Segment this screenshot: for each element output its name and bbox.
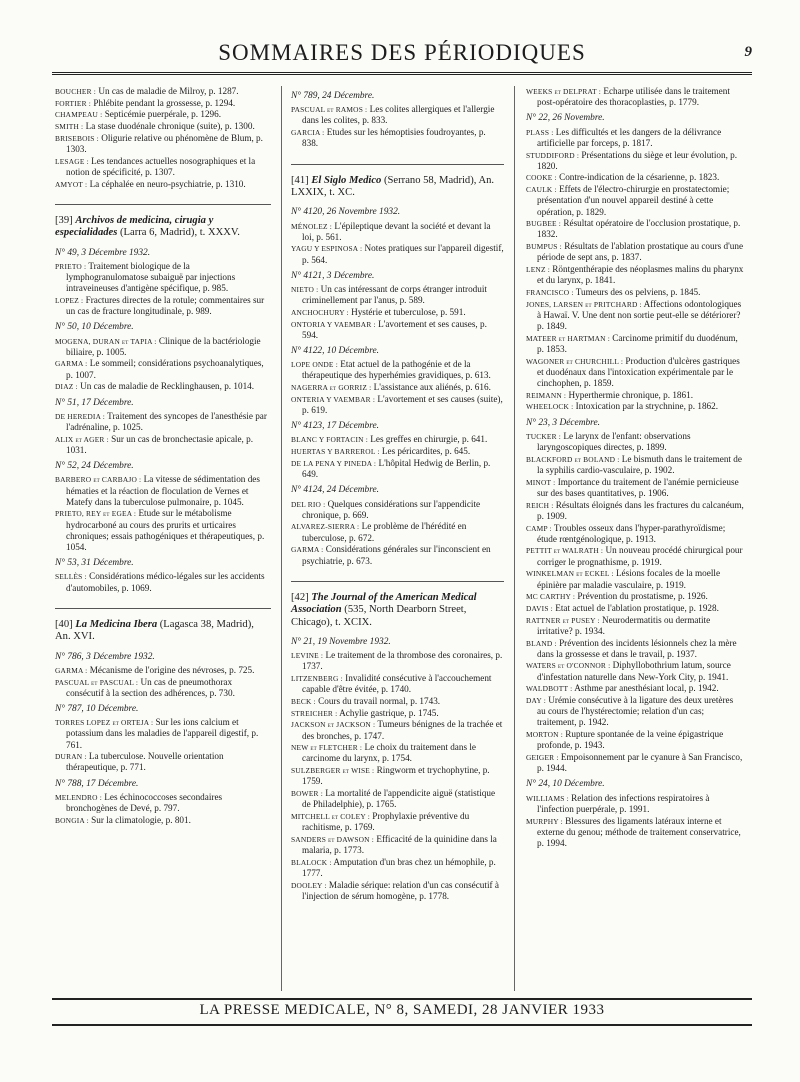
article-author: DAVIS : <box>526 603 553 613</box>
article-entry <box>291 221 504 243</box>
article-author: MC CARTHY : <box>526 592 576 602</box>
article-entry <box>526 150 744 172</box>
article-author: FRANCISCO : <box>526 287 574 297</box>
article-author: DAY : <box>526 696 546 706</box>
article-author: PRIETO, REY et EGEA : <box>55 509 137 519</box>
article-author: BUMPUS : <box>526 242 562 252</box>
article-entry <box>526 431 744 453</box>
article-entry <box>526 816 744 850</box>
article-author: HUERTAS Y BARREROL : <box>291 447 380 457</box>
article-entry <box>55 121 271 132</box>
article-entry <box>526 615 744 637</box>
article-title: Maladie sérique: relation d'un cas consécutif à l'injection de sérum homogène, p. 1778. <box>302 879 499 901</box>
article-title: Amputation d'un bras chez un hémophile, p. 1777. <box>302 856 496 878</box>
article-title: Contre-indication de la césarienne, p. 1823. <box>559 172 720 183</box>
journal-heading <box>291 164 504 200</box>
article-entry <box>526 545 744 567</box>
journal-number: [39] <box>55 214 73 226</box>
journal-address: (Lagasca 38, Madrid), An. XVI. <box>55 618 254 643</box>
article-entry <box>526 729 744 751</box>
article-entry <box>526 218 744 240</box>
article-author: DEL RIO : <box>291 499 326 509</box>
article-title: Urémie consécutive à la ligature des deux uretères au cours de l'hystérectomie; relation d'un cas; traitement, p. 1942. <box>537 695 734 728</box>
issue-date: N° 786, 3 Décembre 1932. <box>55 651 155 662</box>
article-title: Traitement des syncopes de l'anesthésie par l'adrénaline, p. 1025. <box>66 410 267 432</box>
article-entry <box>291 359 504 381</box>
article-author: ALIX et AGER : <box>55 434 109 444</box>
article-entry <box>526 401 744 412</box>
article-title: Le sommeil; considérations psychoanalytiques, p. 1007. <box>66 358 264 380</box>
column-middle <box>291 86 504 903</box>
article-author: GEIGER : <box>526 753 559 763</box>
article-entry <box>55 381 271 392</box>
article-author: BRISEBOIS : <box>55 133 99 143</box>
article-author: BONGIA : <box>55 815 89 825</box>
article-entry <box>291 788 504 810</box>
article-author: RATTNER et PUSEY : <box>526 615 600 625</box>
article-entry <box>526 603 744 614</box>
article-title: Relation des infections respiratoires à l'infection puerpérale, p. 1991. <box>537 792 710 814</box>
article-entry <box>55 261 271 295</box>
column-left <box>55 86 271 826</box>
article-title: Diphyllobothrium latum, source d'infestation naturelle dans New-York City, p. 1941. <box>537 660 731 682</box>
issue-date: N° 4120, 26 Novembre 1932. <box>291 207 401 218</box>
article-author: DE LA PENA Y PINEDA : <box>291 458 377 468</box>
article-author: PLASS : <box>526 127 554 137</box>
article-author: GARCIA : <box>291 128 325 138</box>
article-title: Rupture spontanée de la veine épigastrique profonde, p. 1943. <box>537 729 724 751</box>
article-entry <box>291 765 504 787</box>
article-entry <box>526 356 744 390</box>
article-entry <box>55 665 271 676</box>
article-author: SANDERS et DAWSON : <box>291 834 375 844</box>
article-title: Les tendances actuelles nosographiques et la notion de spécificité, p. 1307. <box>66 155 256 177</box>
article-entry <box>291 696 504 707</box>
article-entry <box>291 104 504 126</box>
article-entry <box>526 683 744 694</box>
article-title: La céphalée en neuro-psychiatrie, p. 1310. <box>89 178 246 189</box>
article-title: L'hôpital Hedwig de Berlin, p. 649. <box>302 457 491 480</box>
article-entry <box>291 394 504 416</box>
article-author: SELLÈS : <box>55 572 87 582</box>
article-entry <box>526 454 744 476</box>
article-author: PRIETO : <box>55 261 87 271</box>
journal-heading <box>291 581 504 629</box>
article-author: REICH : <box>526 500 554 510</box>
article-author: ONTORIA Y VAEMBAR : <box>291 319 376 329</box>
issue-date: N° 789, 24 Décembre. <box>291 91 375 101</box>
article-title: Sur un cas de bronchectasie apicale, p. 1031. <box>66 433 254 455</box>
article-title: Les greffes en chirurgie, p. 641. <box>370 434 488 445</box>
issue-date: N° 53, 31 Décembre. <box>55 558 134 569</box>
article-author: JACKSON et JACKSON : <box>291 720 376 730</box>
article-title: Sur la climatologie, p. 801. <box>91 814 191 825</box>
article-author: WILLIAMS : <box>526 793 569 803</box>
article-title: Résultat opératoire de l'occlusion prostatique, p. 1832. <box>537 218 741 240</box>
article-entry <box>526 390 744 401</box>
article-title: Un cas intéressant de corps étranger introduit criminellement par l'anus, p. 589. <box>302 284 487 306</box>
journal-name: Archivos de medicina, cirugia y especialidades <box>55 214 214 239</box>
article-title: Oligurie relative ou phénomène de Blum, p. 1303. <box>66 132 263 155</box>
article-title: Sur les ions calcium et potassium dans les maladies de l'appareil digestif, p. 761. <box>66 717 259 750</box>
article-entry <box>291 127 504 149</box>
journal-name: The Journal of the American Medical Association <box>291 591 477 616</box>
article-title: Considérations médico-légales sur les accidents d'automobiles, p. 1069. <box>66 571 265 593</box>
footer-text: LA PRESSE MEDICALE, N° 8, SAMEDI, 28 JANVIER 1933 <box>199 1002 605 1018</box>
article-entry <box>291 382 504 393</box>
article-author: MURPHY : <box>526 816 563 826</box>
article-entry <box>55 86 271 97</box>
article-author: PASCUAL et RAMOS : <box>291 105 368 115</box>
article-title: Un cas de pneumothorax consécutif à la section des adhérences, p. 730. <box>66 676 235 698</box>
article-title: Notes pratiques sur l'appareil digestif, p. 564. <box>302 243 504 265</box>
article-title: Considérations générales sur l'inconscient en psychiatrie, p. 673. <box>302 544 491 566</box>
article-title: Production d'ulcères gastriques et duodénaux dans l'intoxication expérimentale par le cinchophen, p. 1859. <box>537 355 740 389</box>
article-title: Un cas de maladie de Milroy, p. 1287. <box>98 86 239 96</box>
article-author: GARMA : <box>291 545 324 555</box>
journal-name: La Medicina Ibera <box>75 618 158 630</box>
article-title: Prophylaxie préventive du rachitisme, p. 1769. <box>302 810 470 833</box>
article-entry <box>55 474 271 508</box>
article-title: Effets de l'électro-chirurgie en prostatectomie; présentation d'un nouvel appareil destiné à cette opération, p. 1829. <box>537 184 730 217</box>
article-entry <box>55 295 271 317</box>
article-title: Carcinome primitif du duodénum, p. 1853. <box>537 332 738 354</box>
article-entry <box>526 591 744 602</box>
article-title: Importance du traitement de l'anémie pernicieuse sur des bases quantitatives, p. 1906. <box>537 476 739 498</box>
article-title: Affections odontologiques à Hawaï. V. Une dent non sortie peut-elle se détériorer? p. 1849. <box>537 298 742 332</box>
article-entry <box>55 358 271 380</box>
issue-date: N° 52, 24 Décembre. <box>55 461 134 472</box>
article-title: Présentations du siège et leur évolution, p. 1820. <box>537 149 738 171</box>
article-author: ANCHOCHURY : <box>291 307 349 317</box>
article-entry <box>526 793 744 815</box>
article-entry <box>526 184 744 218</box>
article-author: LOPE ONDE : <box>291 360 338 370</box>
issue-date: N° 4121, 3 Décembre. <box>291 270 375 281</box>
article-entry <box>526 241 744 263</box>
article-title: Röntgenthérapie des néoplasmes malins du pharynx et du larynx, p. 1841. <box>537 264 744 286</box>
article-entry <box>291 544 504 566</box>
article-author: PASCUAL et PASCUAL : <box>55 677 139 687</box>
article-title: Les colites allergiques et l'allergie dans les colites, p. 833. <box>302 104 495 126</box>
article-author: FORTIER : <box>55 98 92 108</box>
article-author: DOOLEY : <box>291 880 327 890</box>
article-title: Tumeurs des os pelviens, p. 1845. <box>575 286 701 297</box>
article-author: MITCHELL et COLEY : <box>291 811 370 821</box>
article-author: BLALOCK : <box>291 857 332 867</box>
article-author: BOUCHER : <box>55 87 97 96</box>
article-entry <box>55 677 271 699</box>
article-entry <box>291 834 504 856</box>
article-entry <box>526 568 744 590</box>
article-entry <box>55 156 271 178</box>
journal-number: [40] <box>55 618 73 630</box>
article-title: Prévention des incidents lésionnels chez la mère dans la grossesse et dans le travail, p. 1937. <box>537 637 737 659</box>
article-author: LEVINE : <box>291 651 324 661</box>
article-title: Asthme par anesthésiant local, p. 1942. <box>574 683 719 694</box>
article-entry <box>55 133 271 155</box>
article-author: LENZ : <box>526 265 550 275</box>
article-entry <box>55 98 271 109</box>
article-title: Prévention du prostatisme, p. 1926. <box>577 591 708 602</box>
article-author: GARMA : <box>55 359 88 369</box>
article-entry <box>526 523 744 545</box>
article-title: Hyperthermie chronique, p. 1861. <box>568 389 694 400</box>
article-author: MELENDRO : <box>55 792 102 802</box>
article-title: Efficacité de la quinidine dans la malaria, p. 1773. <box>302 833 497 856</box>
article-title: Cours du travail normal, p. 1743. <box>318 695 441 706</box>
issue-date: N° 787, 10 Décembre. <box>55 703 139 714</box>
article-author: CAMP : <box>526 523 552 533</box>
journal-address: (Larra 6, Madrid), t. XXXV. <box>120 227 240 239</box>
article-entry <box>526 638 744 660</box>
article-title: Septicémie puerpérale, p. 1296. <box>104 109 222 120</box>
article-entry <box>526 695 744 729</box>
article-author: LESAGE : <box>55 156 89 166</box>
article-entry <box>291 650 504 672</box>
journal-address: (535, North Dearborn Street, Chicago), t. XCIX. <box>291 604 467 628</box>
article-entry <box>526 660 744 682</box>
article-author: COOKE : <box>526 173 557 183</box>
article-title: Fractures directes de la rotule; commentaires sur un cas de fracture longitudinale, p. 989. <box>66 294 265 317</box>
article-entry <box>55 109 271 120</box>
article-title: Ringworm et trychophytine, p. 1759. <box>302 765 490 787</box>
article-author: NEW et FLETCHER : <box>291 743 363 753</box>
article-author: BARBERO et CARBAJO : <box>55 475 142 485</box>
issue-date: N° 24, 10 Décembre. <box>526 779 605 790</box>
article-entry <box>526 333 744 355</box>
article-entry <box>526 477 744 499</box>
column-divider <box>281 86 282 991</box>
journal-address: (Serrano 58, Madrid), An. LXXIX, t. XC. <box>291 174 495 198</box>
article-title: Neurodermatitis ou dermatite irritative? p. 1934. <box>537 614 711 636</box>
article-title: Echarpe utilisée dans le traitement post-opératoire des thoracoplasties, p. 1779. <box>537 86 730 108</box>
article-entry <box>291 857 504 879</box>
article-author: GARMA : <box>55 665 88 675</box>
article-title: L'avortement et ses causes (suite), p. 619. <box>302 393 503 416</box>
article-title: Tumeurs bénignes de la trachée et des bronches, p. 1747. <box>302 719 503 741</box>
issue-date: N° 4123, 17 Décembre. <box>291 421 380 432</box>
article-title: Le choix du traitement dans le carcinome du larynx, p. 1754. <box>302 742 476 764</box>
article-author: REIMANN : <box>526 390 567 400</box>
article-author: WEEKS et DELPRAT : <box>526 87 602 96</box>
column-divider <box>514 86 515 991</box>
article-title: Résultats de l'ablation prostatique au cours d'une période de sept ans, p. 1837. <box>537 241 744 263</box>
article-author: BUGBEE : <box>526 219 562 229</box>
article-title: Etude sur le métabolisme hydrocarboné au cours des prurits et urticaires chroniques; essais pathogéniques et thérapeutiques, p. 1054. <box>66 508 265 553</box>
article-author: TUCKER : <box>526 431 562 441</box>
page-header <box>52 36 752 75</box>
article-entry <box>291 243 504 265</box>
article-entry <box>291 499 504 521</box>
article-entry <box>291 434 504 445</box>
article-title: Quelques considérations sur l'appendicite chronique, p. 669. <box>302 498 481 520</box>
article-title: Un nouveau procédé chirurgical pour corriger le prognathisme, p. 1919. <box>537 545 743 567</box>
article-title: Les échinococcoses secondaires bronchogènes de Devé, p. 797. <box>66 791 223 814</box>
issue-date: N° 23, 3 Décembre. <box>526 417 600 428</box>
article-entry <box>291 458 504 480</box>
article-entry <box>526 287 744 298</box>
article-entry <box>526 127 744 149</box>
page-number: 9 <box>744 44 752 60</box>
article-entry <box>291 319 504 341</box>
article-author: BECK : <box>291 696 316 706</box>
article-entry <box>291 811 504 833</box>
article-entry <box>526 299 744 333</box>
article-title: Traitement biologique de la lymphogranulomatose subaiguë par injections intraveineuses d'antigène spécifique, p. 985. <box>66 260 236 294</box>
article-author: CAULK : <box>526 185 557 195</box>
article-author: YAGU Y ESPINOSA : <box>291 244 363 254</box>
article-title: Clinique de la bactériologie biliaire, p. 1005. <box>66 335 261 357</box>
article-entry <box>526 500 744 522</box>
article-entry <box>291 719 504 741</box>
article-author: PETTIT et WALRATH : <box>526 546 604 556</box>
article-author: NAGERRA et GORRIZ : <box>291 383 372 393</box>
article-title: L'assistance aux aliénés, p. 616. <box>373 382 491 393</box>
article-author: NIETO : <box>291 285 319 295</box>
article-title: Le bismuth dans le traitement de la syphilis cardio-vasculaire, p. 1902. <box>537 453 742 475</box>
article-title: La vitesse de sédimentation des hématies et la réaction de floculation de Vernes et Matefy dans la tuberculose pulmonaire, p. 1045. <box>66 474 260 507</box>
article-entry <box>291 673 504 695</box>
article-entry <box>291 521 504 543</box>
article-title: Le larynx de l'enfant: observations laryngoscopiques directes, p. 1899. <box>537 430 691 453</box>
article-author: BOWER : <box>291 789 323 799</box>
article-title: Phlébite pendant la grossesse, p. 1294. <box>93 97 236 108</box>
article-author: LOPEZ : <box>55 295 84 305</box>
article-title: Etat actuel de l'ablation prostatique, p. 1928. <box>555 602 719 613</box>
article-title: Les difficultés et les dangers de la délivrance artificielle par forceps, p. 1817. <box>537 126 722 148</box>
article-author: TORRES LOPEZ et ORTEJA : <box>55 718 154 728</box>
article-author: WAGONER et CHURCHILL : <box>526 356 624 366</box>
article-author: WINKELMAN et ECKEL : <box>526 569 614 579</box>
article-title: Lésions focales de la moelle épinière par maladie vasculaire, p. 1919. <box>537 568 721 590</box>
issue-date: N° 49, 3 Décembre 1932. <box>55 247 151 258</box>
article-entry <box>55 751 271 773</box>
article-title: Etat actuel de la pathogénie et de la thérapeutique des hyperhémies gravidiques, p. 613. <box>302 359 491 381</box>
article-entry <box>291 708 504 719</box>
issue-date: N° 51, 17 Décembre. <box>55 397 134 408</box>
article-author: SMITH : <box>55 122 84 132</box>
article-title: Troubles osseux dans l'hyper-parathyroïdisme; étude rœntgénologique, p. 1913. <box>537 522 726 544</box>
article-title: La stase duodénale chronique (suite), p. 1300. <box>85 121 255 132</box>
article-title: Invalidité consécutive à l'accouchement capable d'être évitée, p. 1740. <box>302 673 492 695</box>
article-author: CHAMPEAU : <box>55 110 103 120</box>
article-author: MATEER et HARTMAN : <box>526 333 610 343</box>
article-entry <box>526 264 744 286</box>
article-title: L'épileptique devant la société et devant la loi, p. 561. <box>302 220 491 242</box>
article-entry <box>526 752 744 774</box>
article-title: Achylie gastrique, p. 1745. <box>339 707 439 718</box>
article-title: Intoxication par la strychnine, p. 1862. <box>575 401 719 412</box>
article-author: AMYOT : <box>55 179 88 189</box>
article-author: DE HEREDIA : <box>55 411 106 421</box>
column-right <box>526 86 744 850</box>
article-author: WALDBOTT : <box>526 684 573 694</box>
article-author: ALVAREZ-SIERRA : <box>291 522 360 532</box>
article-entry <box>55 571 271 593</box>
issue-date: N° 4124, 24 Décembre. <box>291 485 380 496</box>
issue-date: N° 50, 10 Décembre. <box>55 322 134 333</box>
article-entry <box>55 508 271 553</box>
article-title: Les péricardites, p. 645. <box>381 446 471 457</box>
article-author: MINOT : <box>526 477 556 487</box>
article-entry <box>55 336 271 358</box>
article-entry <box>291 880 504 902</box>
article-title: Le problème de l'hérédité en tuberculose, p. 672. <box>302 521 467 543</box>
article-entry <box>526 172 744 183</box>
journal-number: [42] <box>291 591 309 603</box>
article-author: STUDDIFORD : <box>526 150 580 160</box>
article-author: BLACKFORD et BOLAND : <box>526 454 620 464</box>
page-title: SOMMAIRES DES PÉRIODIQUES <box>218 40 586 65</box>
article-author: DIAZ : <box>55 382 78 392</box>
article-entry <box>526 86 744 108</box>
article-entry <box>55 792 271 814</box>
article-title: Empoisonnement par le cyanure à San Francisco, p. 1944. <box>537 752 743 774</box>
article-author: WHEELOCK : <box>526 402 574 412</box>
article-title: Blessures des ligaments latéraux interne et externe du genou; méthode de traitement conservatrice, p. 1994. <box>537 815 741 848</box>
article-title: Un cas de maladie de Recklinghausen, p. 1014. <box>80 381 255 392</box>
article-author: DURAN : <box>55 752 87 762</box>
issue-date: N° 22, 26 Novembre. <box>526 113 605 124</box>
journal-number: [41] <box>291 174 309 186</box>
article-author: SULZBERGER et WISE : <box>291 766 375 776</box>
article-title: Le traitement de la thrombose des coronaires, p. 1737. <box>302 650 503 672</box>
article-author: BLAND : <box>526 638 557 648</box>
issue-date: N° 788, 17 Décembre. <box>55 778 139 789</box>
article-entry <box>55 434 271 456</box>
article-author: MOGENA, DURAN et TAPIA : <box>55 336 157 346</box>
journal-heading <box>55 204 271 240</box>
article-entry <box>291 284 504 306</box>
article-author: MORTON : <box>526 730 563 740</box>
article-entry <box>55 815 271 826</box>
article-entry <box>291 446 504 457</box>
article-author: LITZENBERG : <box>291 674 343 684</box>
article-title: La tuberculose. Nouvelle orientation thérapeutique, p. 771. <box>66 751 224 773</box>
article-title: Etudes sur les hémoptisies foudroyantes, p. 838. <box>302 127 486 149</box>
article-author: WATERS et O'CONNOR : <box>526 661 611 671</box>
article-title: Mécanisme de l'origine des névroses, p. 725. <box>89 664 255 675</box>
article-title: L'avortement et ses causes, p. 594. <box>302 318 487 340</box>
issue-date: N° 21, 19 Novembre 1932. <box>291 636 391 647</box>
article-author: STREICHER : <box>291 708 338 718</box>
article-title: Résultats éloignés dans les fractures du calcanéum, p. 1909. <box>537 499 744 521</box>
article-entry <box>55 179 271 190</box>
page-footer <box>52 998 752 1026</box>
issue-date: N° 4122, 10 Décembre. <box>291 346 380 357</box>
article-author: BLANC Y FORTACIN : <box>291 435 368 445</box>
article-author: JONES, LARSEN et PRITCHARD : <box>526 299 642 309</box>
article-entry <box>55 717 271 751</box>
article-author: MÉNOLEZ : <box>291 221 333 231</box>
journal-name: El Siglo Medico <box>311 174 382 186</box>
journal-heading <box>55 608 271 644</box>
article-title: La mortalité de l'appendicite aiguë (statistique de Philadelphie), p. 1765. <box>302 788 496 810</box>
article-entry <box>291 742 504 764</box>
article-author: ONTERIA Y VAEMBAR : <box>291 394 376 404</box>
article-title: Hystérie et tuberculose, p. 591. <box>351 306 466 317</box>
article-entry <box>55 411 271 433</box>
article-entry <box>291 307 504 318</box>
